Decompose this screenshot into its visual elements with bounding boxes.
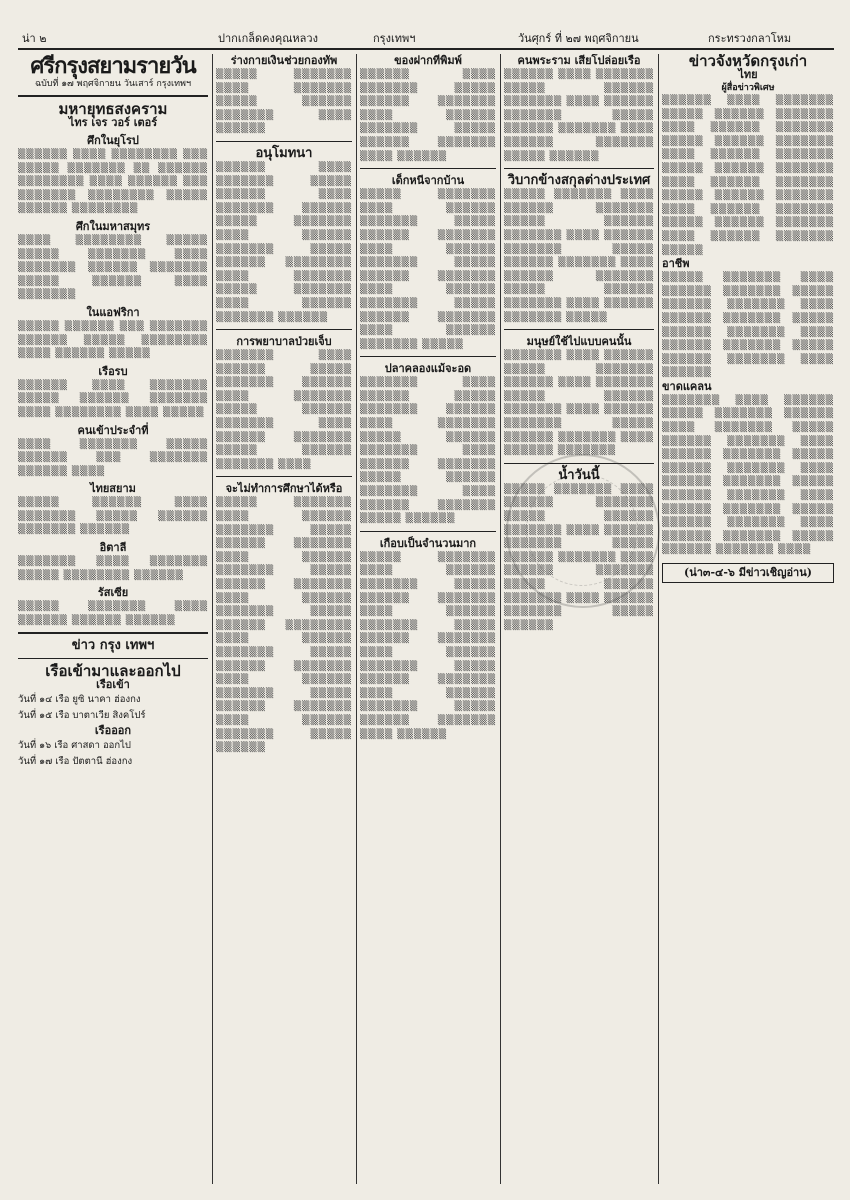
- column-label: ปากเกล็ดคงคุณหลวง: [218, 32, 318, 45]
- divider: [360, 356, 496, 357]
- ship-row: วันที่ ๑๔ เรือ ยูซิ นาคา ฮ่องกง: [18, 694, 141, 706]
- page-number: น่า ๒: [22, 32, 47, 45]
- column-3: [360, 54, 496, 1184]
- column-1: [18, 54, 208, 1184]
- issue-date: วันศุกร์ ที่ ๒๗ พฤศจิกายน: [518, 32, 639, 45]
- headline: การพยาบาลป่วยเจ็บ: [236, 335, 332, 349]
- text-block: ▒▒▒▒ ▒▒▒▒▒▒▒ ▒▒▒▒▒ ▒▒▒▒▒▒ ▒▒▒ ▒▒▒▒▒▒▒ ▒▒▒▒▒▒ ▒▒▒▒: [18, 438, 208, 477]
- text-block: ▒▒▒▒▒ ▒▒▒▒▒▒▒ ▒▒▒▒ ▒▒▒▒▒▒ ▒▒▒▒▒▒▒ ▒▒▒▒▒ ▒▒▒▒▒▒ ▒▒▒▒▒▒▒ ▒▒▒▒ ▒▒▒▒▒▒ ▒▒▒▒▒▒▒ ▒▒▒▒▒ ▒▒▒▒▒▒ ▒▒▒▒▒▒▒ ▒▒▒▒ ▒▒▒▒▒▒ ▒▒▒▒▒▒▒ ▒▒▒▒▒ ▒▒▒▒▒▒ ▒▒▒▒▒▒▒ ▒▒▒▒ ▒▒▒▒▒▒ ▒▒▒▒▒▒▒ ▒▒▒▒▒ ▒▒▒▒▒▒ ▒▒▒▒▒▒▒ ▒▒▒▒ ▒▒▒▒▒▒: [360, 551, 496, 740]
- headline: ร่างกายเงินช่วยกองทัพ: [230, 54, 338, 67]
- city-label: กรุงเทพฯ: [373, 32, 416, 45]
- ship-row: วันที่ ๑๖ เรือ ศาสดา ออกไป: [18, 740, 131, 752]
- text-block: ▒▒▒▒▒▒▒ ▒▒▒▒ ▒▒▒▒▒▒ ▒▒▒▒▒ ▒▒▒▒▒▒▒ ▒▒▒▒▒▒ ▒▒▒▒ ▒▒▒▒▒▒▒ ▒▒▒▒▒ ▒▒▒▒▒▒ ▒▒▒▒▒▒▒ ▒▒▒▒ ▒▒▒▒▒▒ ▒▒▒▒▒▒▒ ▒▒▒▒▒ ▒▒▒▒▒▒ ▒▒▒▒▒▒▒ ▒▒▒▒: [216, 350, 352, 470]
- headline: เกือบเป็นจำนวนมาก: [379, 536, 477, 550]
- headline: มนุษย์ใช้ไปแบบคนนั้น: [526, 335, 632, 349]
- headline: น้ำวันนี้: [558, 467, 600, 483]
- text-block: ▒▒▒▒▒ ▒▒▒▒▒▒ ▒▒▒▒ ▒▒▒▒▒▒▒ ▒▒▒▒▒ ▒▒▒▒▒▒ ▒▒▒▒▒▒▒ ▒▒▒▒▒▒: [18, 497, 208, 536]
- byline: ไทร เจร วอร์ เตอร์: [68, 116, 158, 129]
- text-block: ▒▒▒▒▒▒ ▒▒▒▒ ▒▒▒▒▒▒▒ ▒▒▒▒▒ ▒▒▒▒▒▒ ▒▒▒▒▒▒▒ ▒▒▒▒ ▒▒▒▒▒▒ ▒▒▒▒▒▒▒ ▒▒▒▒▒ ▒▒▒▒▒▒ ▒▒▒▒▒▒▒ ▒▒▒▒ ▒▒▒▒▒▒ ▒▒▒▒▒▒▒ ▒▒▒▒▒ ▒▒▒▒▒▒ ▒▒▒▒▒▒▒ ▒▒▒▒ ▒▒▒▒▒▒ ▒▒▒▒▒▒▒ ▒▒▒▒▒ ▒▒▒▒▒▒ ▒▒▒▒▒▒▒ ▒▒▒▒ ▒▒▒▒▒▒ ▒▒▒▒▒▒▒ ▒▒▒▒▒ ▒▒▒▒▒▒ ▒▒▒▒▒▒▒ ▒▒▒▒ ▒▒▒▒▒▒ ▒▒▒▒▒▒▒ ▒▒▒▒▒: [662, 95, 834, 256]
- headline: จะไม่ทำการศึกษาได้หรือ: [225, 482, 343, 496]
- text-block: ▒▒▒▒▒ ▒▒▒▒▒▒▒ ▒▒▒▒ ▒▒▒▒▒▒ ▒▒▒▒▒▒▒ ▒▒▒▒▒ ▒▒▒▒▒▒ ▒▒▒▒▒▒▒ ▒▒▒▒ ▒▒▒▒▒▒ ▒▒▒▒▒▒▒ ▒▒▒▒▒ ▒▒▒▒▒▒ ▒▒▒▒▒▒▒ ▒▒▒▒ ▒▒▒▒▒▒ ▒▒▒▒▒▒▒ ▒▒▒▒▒ ▒▒▒▒▒▒ ▒▒▒▒▒▒▒ ▒▒▒▒ ▒▒▒▒▒▒ ▒▒▒▒▒▒▒ ▒▒▒▒▒: [504, 189, 654, 323]
- subhead: อาชีพ: [662, 257, 690, 271]
- divider: [216, 141, 352, 142]
- divider: [216, 329, 352, 330]
- subhead: อิตาลี: [99, 541, 127, 555]
- running-header: [18, 26, 834, 50]
- masthead-info: ฉบับที่ ๑๗ พฤศจิกายน วันเสาร์ กรุงเทพฯ: [34, 79, 192, 89]
- text-block: ▒▒▒▒▒▒▒ ▒▒▒▒ ▒▒▒▒▒▒ ▒▒▒▒▒ ▒▒▒▒▒▒▒ ▒▒▒▒▒▒ ▒▒▒▒ ▒▒▒▒▒▒▒ ▒▒▒▒▒ ▒▒▒▒▒▒ ▒▒▒▒▒▒▒ ▒▒▒▒ ▒▒▒▒▒▒ ▒▒▒▒▒▒▒ ▒▒▒▒▒ ▒▒▒▒▒▒ ▒▒▒▒▒▒▒ ▒▒▒▒ ▒▒▒▒▒▒ ▒▒▒▒▒▒▒: [504, 350, 654, 457]
- text-block: ▒▒▒▒▒ ▒▒▒▒▒▒▒ ▒▒▒▒ ▒▒▒▒▒▒ ▒▒▒▒▒▒▒ ▒▒▒▒▒ ▒▒▒▒▒▒ ▒▒▒▒▒▒▒ ▒▒▒▒ ▒▒▒▒▒▒ ▒▒▒▒▒▒▒ ▒▒▒▒▒ ▒▒▒▒▒▒ ▒▒▒▒▒▒▒ ▒▒▒▒ ▒▒▒▒▒▒ ▒▒▒▒▒▒▒ ▒▒▒▒▒ ▒▒▒▒▒▒ ▒▒▒▒▒▒▒ ▒▒▒▒ ▒▒▒▒▒▒: [662, 272, 834, 379]
- text-block: ▒▒▒▒▒▒ ▒▒▒▒ ▒▒▒▒▒▒▒ ▒▒▒▒▒ ▒▒▒▒▒▒ ▒▒▒▒ ▒▒▒▒▒▒▒ ▒▒▒▒▒▒ ▒▒▒▒▒ ▒▒▒▒▒▒▒ ▒▒▒▒ ▒▒▒▒▒▒ ▒▒▒▒▒▒▒ ▒▒▒▒▒ ▒▒▒▒▒▒ ▒▒▒▒▒▒▒▒ ▒▒▒▒ ▒▒▒▒▒▒▒ ▒▒▒▒▒ ▒▒▒▒▒▒▒ ▒▒▒▒ ▒▒▒▒▒▒ ▒▒▒▒▒▒▒ ▒▒▒▒▒▒: [216, 161, 352, 323]
- column-4: [504, 54, 654, 1184]
- column-2: [216, 54, 352, 1184]
- text-block: ▒▒▒▒ ▒▒▒▒▒▒▒▒ ▒▒▒▒▒ ▒▒▒▒▒ ▒▒▒▒▒▒▒ ▒▒▒▒ ▒▒▒▒▒▒▒ ▒▒▒▒▒▒ ▒▒▒▒▒▒▒ ▒▒▒▒▒ ▒▒▒▒▒▒ ▒▒▒▒ ▒▒▒▒▒▒▒: [18, 234, 208, 301]
- divider: [504, 329, 654, 330]
- divider: [504, 168, 654, 169]
- text-block: ▒▒▒▒▒ ▒▒▒▒▒▒ ▒▒▒ ▒▒▒▒▒▒▒ ▒▒▒▒▒▒ ▒▒▒▒▒ ▒▒▒▒▒▒▒▒ ▒▒▒▒ ▒▒▒▒▒▒ ▒▒▒▒▒: [18, 320, 208, 360]
- subhead: เรือรบ: [98, 364, 128, 378]
- text-block: ▒▒▒▒▒▒ ▒▒▒▒ ▒▒▒▒▒▒▒▒ ▒▒▒ ▒▒▒▒▒ ▒▒▒▒▒▒▒ ▒▒ ▒▒▒▒▒▒ ▒▒▒▒▒▒▒▒ ▒▒▒▒ ▒▒▒▒▒▒ ▒▒▒ ▒▒▒▒▒▒▒ ▒▒▒▒▒▒▒▒ ▒▒▒▒▒ ▒▒▒▒▒▒ ▒▒▒▒▒▒▒▒: [18, 149, 208, 215]
- article-title: มหายุทธสงคราม: [58, 100, 168, 118]
- text-block: ▒▒▒▒▒▒ ▒▒▒▒ ▒▒▒▒▒▒▒ ▒▒▒▒▒ ▒▒▒▒▒▒ ▒▒▒▒▒▒▒ ▒▒▒▒ ▒▒▒▒▒▒ ▒▒▒▒▒▒▒ ▒▒▒▒▒ ▒▒▒▒▒▒ ▒▒▒▒▒▒▒ ▒▒▒▒ ▒▒▒▒▒▒ ▒▒▒▒▒▒▒ ▒▒▒▒▒ ▒▒▒▒▒▒: [504, 69, 654, 162]
- headline: ของฝากที่พิมพ์: [394, 54, 462, 67]
- text-block: ▒▒▒▒▒ ▒▒▒▒▒▒▒ ▒▒▒▒ ▒▒▒▒▒▒ ▒▒▒▒▒▒ ▒▒▒▒▒▒: [18, 601, 208, 626]
- subhead: ในแอฟริกา: [86, 305, 140, 319]
- ship-row: วันที่ ๑๕ เรือ บาตาเวีย สิงคโปร์: [18, 710, 146, 722]
- divider: [18, 658, 208, 659]
- ships-title: เรือเข้ามาและออกไป: [45, 662, 181, 681]
- subhead: ไทยสยาม: [90, 482, 136, 496]
- text-block: ▒▒▒▒▒▒▒ ▒▒▒▒ ▒▒▒▒▒▒▒ ▒▒▒▒▒ ▒▒▒▒▒▒▒▒ ▒▒▒▒▒▒: [18, 556, 208, 581]
- subhead: รัสเซีย: [97, 586, 129, 600]
- divider: [360, 531, 496, 532]
- departures-label: เรือออก: [94, 724, 132, 738]
- headline: คนพระราม เสียโปล่อยเรือ: [517, 54, 641, 67]
- text-block: ▒▒▒▒▒ ▒▒▒▒▒▒▒ ▒▒▒▒ ▒▒▒▒▒▒ ▒▒▒▒▒▒▒ ▒▒▒▒▒ ▒▒▒▒▒▒ ▒▒▒▒▒▒▒ ▒▒▒▒ ▒▒▒▒▒▒ ▒▒▒▒▒▒▒ ▒▒▒▒▒ ▒▒▒▒▒▒ ▒▒▒▒▒▒▒ ▒▒▒▒ ▒▒▒▒▒▒ ▒▒▒▒▒▒▒ ▒▒▒▒▒ ▒▒▒▒▒▒ ▒▒▒▒▒▒▒ ▒▒▒▒ ▒▒▒▒▒▒ ▒▒▒▒▒▒▒ ▒▒▒▒▒ ▒▒▒▒▒▒: [504, 483, 654, 631]
- continued-notice: (น่า๓-๔-๖ มีข่าวเชิญอ่าน): [662, 563, 834, 583]
- text-block: ▒▒▒▒▒ ▒▒▒▒▒▒▒ ▒▒▒▒ ▒▒▒▒▒▒ ▒▒▒▒▒▒▒ ▒▒▒▒▒ ▒▒▒▒▒▒ ▒▒▒▒▒▒▒ ▒▒▒▒ ▒▒▒▒▒▒ ▒▒▒▒▒▒▒ ▒▒▒▒▒ ▒▒▒▒▒▒ ▒▒▒▒▒▒▒ ▒▒▒▒ ▒▒▒▒▒▒ ▒▒▒▒▒▒▒ ▒▒▒▒▒ ▒▒▒▒▒▒ ▒▒▒▒▒▒▒▒ ▒▒▒▒ ▒▒▒▒▒▒ ▒▒▒▒▒▒▒ ▒▒▒▒▒ ▒▒▒▒▒▒ ▒▒▒▒▒▒▒ ▒▒▒▒ ▒▒▒▒▒▒ ▒▒▒▒▒▒▒ ▒▒▒▒▒ ▒▒▒▒▒▒ ▒▒▒▒▒▒▒ ▒▒▒▒ ▒▒▒▒▒▒ ▒▒▒▒▒▒▒ ▒▒▒▒▒ ▒▒▒▒▒▒: [216, 497, 352, 754]
- column-5: [662, 54, 834, 1184]
- headline: ปลาคลองแม้จะอด: [384, 362, 472, 376]
- text-block: ▒▒▒▒▒ ▒▒▒▒▒▒▒ ▒▒▒▒ ▒▒▒▒▒▒ ▒▒▒▒▒▒▒ ▒▒▒▒▒ ▒▒▒▒▒▒ ▒▒▒▒▒▒▒ ▒▒▒▒ ▒▒▒▒▒▒ ▒▒▒▒▒▒▒ ▒▒▒▒▒ ▒▒▒▒▒▒ ▒▒▒▒▒▒▒ ▒▒▒▒ ▒▒▒▒▒▒ ▒▒▒▒▒▒▒ ▒▒▒▒▒ ▒▒▒▒▒▒ ▒▒▒▒▒▒▒ ▒▒▒▒ ▒▒▒▒▒▒ ▒▒▒▒▒▒▒ ▒▒▒▒▒: [360, 189, 496, 350]
- text-block: ▒▒▒▒▒▒▒ ▒▒▒▒ ▒▒▒▒▒▒ ▒▒▒▒▒ ▒▒▒▒▒▒▒ ▒▒▒▒▒▒ ▒▒▒▒ ▒▒▒▒▒▒▒ ▒▒▒▒▒ ▒▒▒▒▒▒ ▒▒▒▒▒▒▒ ▒▒▒▒ ▒▒▒▒▒▒ ▒▒▒▒▒▒▒ ▒▒▒▒▒ ▒▒▒▒▒▒ ▒▒▒▒▒▒▒ ▒▒▒▒ ▒▒▒▒▒▒ ▒▒▒▒▒▒▒ ▒▒▒▒▒ ▒▒▒▒▒▒: [360, 377, 496, 525]
- headline: อนุโมทนา: [255, 145, 313, 161]
- divider: [18, 95, 208, 97]
- divider: [216, 476, 352, 477]
- column-rule: [212, 54, 213, 1184]
- column-rule: [356, 54, 357, 1184]
- subhead: ไทย: [738, 68, 758, 81]
- text-block: ▒▒▒▒▒▒ ▒▒▒▒ ▒▒▒▒▒▒▒ ▒▒▒▒▒ ▒▒▒▒▒▒ ▒▒▒▒▒▒▒ ▒▒▒▒ ▒▒▒▒▒▒▒▒ ▒▒▒▒ ▒▒▒▒▒: [18, 379, 208, 418]
- newspaper-page: [18, 14, 834, 1186]
- divider: [18, 632, 208, 634]
- subhead: ศึกในมหาสมุทร: [75, 219, 151, 233]
- text-block: ▒▒▒▒▒▒▒ ▒▒▒▒ ▒▒▒▒▒▒ ▒▒▒▒▒ ▒▒▒▒▒▒▒ ▒▒▒▒▒▒ ▒▒▒▒ ▒▒▒▒▒▒▒ ▒▒▒▒▒ ▒▒▒▒▒▒ ▒▒▒▒▒▒▒ ▒▒▒▒ ▒▒▒▒▒▒ ▒▒▒▒▒▒▒ ▒▒▒▒▒ ▒▒▒▒▒▒ ▒▒▒▒▒▒▒ ▒▒▒▒ ▒▒▒▒▒▒ ▒▒▒▒▒▒▒ ▒▒▒▒▒ ▒▒▒▒▒▒ ▒▒▒▒▒▒▒ ▒▒▒▒ ▒▒▒▒▒▒ ▒▒▒▒▒▒▒ ▒▒▒▒▒ ▒▒▒▒▒▒ ▒▒▒▒▒▒▒ ▒▒▒▒ ▒▒▒▒▒▒ ▒▒▒▒▒▒▒ ▒▒▒▒▒ ▒▒▒▒▒▒ ▒▒▒▒▒▒▒ ▒▒▒▒: [662, 394, 834, 556]
- headline: เด็กหนีจากบ้าน: [391, 174, 465, 188]
- divider: [504, 463, 654, 464]
- column-rule: [500, 54, 501, 1184]
- correspondent: ผู้สื่อข่าวพิเศษ: [721, 83, 775, 93]
- arrivals-label: เรือเข้า: [96, 678, 130, 692]
- section-title: ข่าว กรุง เทพฯ: [71, 638, 155, 654]
- subhead: คนเข้าประจำที่: [77, 423, 149, 437]
- column-rule: [658, 54, 659, 1184]
- right-tag: กระทรวงกลาโหม: [708, 32, 792, 45]
- ship-row: วันที่ ๑๗ เรือ ปัตตานี ฮ่องกง: [18, 756, 133, 768]
- headline: วิบากข้างสกุลต่างประเทศ: [507, 173, 651, 189]
- text-block: ▒▒▒▒▒ ▒▒▒▒▒▒▒ ▒▒▒▒ ▒▒▒▒▒▒▒ ▒▒▒▒▒ ▒▒▒▒▒▒ ▒▒▒▒▒▒▒ ▒▒▒▒ ▒▒▒▒▒▒: [216, 69, 352, 135]
- subhead: ศึกในยุโรป: [87, 134, 139, 147]
- masthead: ศรีกรุงสยามรายวัน: [30, 54, 196, 79]
- subhead: ขาดแคลน: [662, 379, 712, 393]
- columns: [18, 54, 834, 1186]
- divider: [360, 168, 496, 169]
- text-block: ▒▒▒▒▒▒ ▒▒▒▒ ▒▒▒▒▒▒▒ ▒▒▒▒▒ ▒▒▒▒▒▒ ▒▒▒▒▒▒▒ ▒▒▒▒ ▒▒▒▒▒▒ ▒▒▒▒▒▒▒ ▒▒▒▒▒ ▒▒▒▒▒▒ ▒▒▒▒▒▒▒ ▒▒▒▒ ▒▒▒▒▒▒: [360, 69, 496, 162]
- headline: ข่าวจังหวัดกรุงเก่า: [688, 54, 808, 70]
